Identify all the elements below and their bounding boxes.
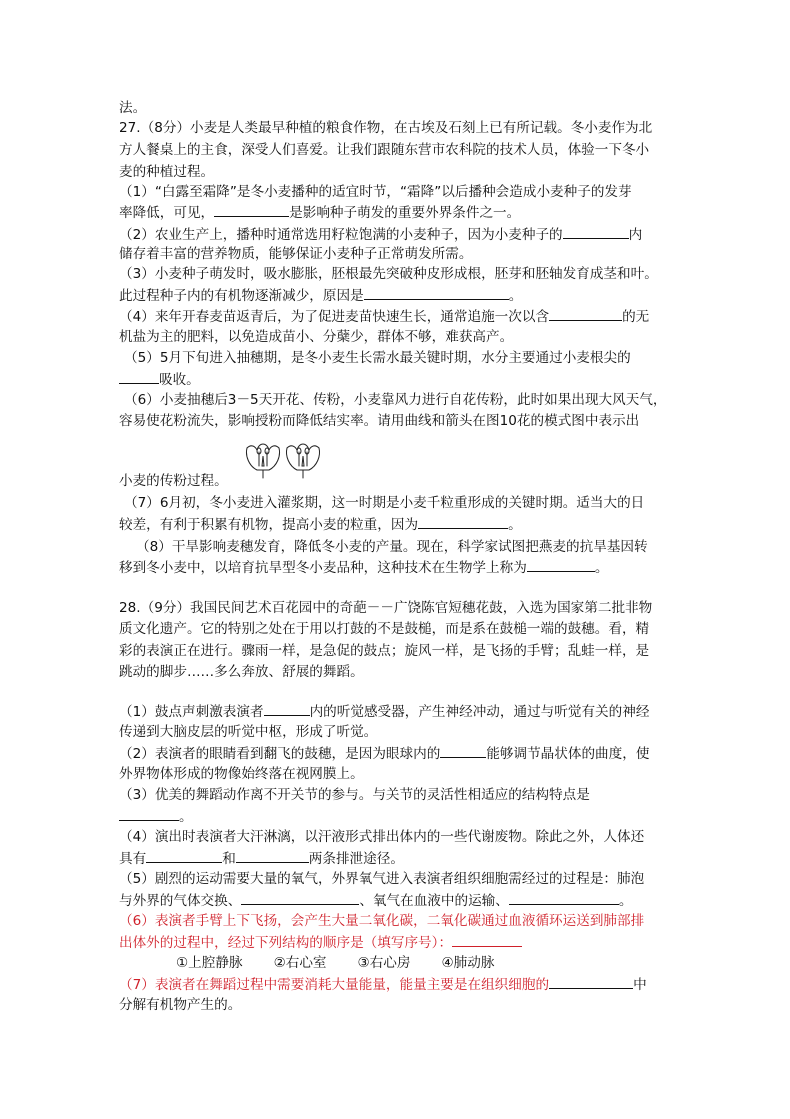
q27-part2-line: 储存着丰富的营养物质，能够保证小麦种子正常萌发所需。 xyxy=(119,246,473,262)
q27-part8-line: （8）干旱影响麦穗发育，降低冬小麦的产量。现在，科学家试图把燕麦的抗旱基因转 xyxy=(136,539,648,555)
q28-part3-line xyxy=(119,806,193,827)
answer-blank[interactable] xyxy=(264,701,310,716)
q28-part1-line xyxy=(119,701,649,722)
text-segment: 率降低，可见， xyxy=(119,205,215,221)
answer-blank[interactable] xyxy=(440,743,486,758)
answer-blank[interactable] xyxy=(509,890,619,905)
q27-part3-line xyxy=(119,285,522,306)
q28-part1-line: 传递到大脑皮层的听觉中枢，形成了听觉。 xyxy=(119,724,378,740)
q28-part2-line: 外界物体形成的物像始终落在视网膜上。 xyxy=(119,766,364,782)
question-27-line: 27.（8分）小麦是人类最早种植的粮食作物，在古埃及石刻上已有所记载。冬小麦作为北 xyxy=(119,120,653,136)
answer-blank[interactable] xyxy=(563,224,629,239)
q28-part7-line: 分解有机物产生的。 xyxy=(119,997,242,1013)
text-segment: 是影响种子萌发的重要外界条件之一。 xyxy=(289,205,521,221)
answer-blank[interactable] xyxy=(119,369,159,384)
flower-pattern-figure xyxy=(243,436,325,480)
text-segment: （2）农业生产上，播种时通常选用籽粒饱满的小麦种子，因为小麦种子的 xyxy=(119,227,563,243)
text-segment: 。 xyxy=(179,809,193,825)
q27-part7-line xyxy=(119,514,522,535)
question-28-line: 跳动的脚步……多么奔放、舒展的舞蹈。 xyxy=(119,664,364,680)
q27-part6-line: 小麦的传粉过程。 xyxy=(119,473,228,489)
q27-part4-line: 机盐为主的肥料，以免造成苗小、分蘖少，群体不够，难获高产。 xyxy=(119,329,514,345)
question-28-line: 彩的表演正在进行。骤雨一样，是急促的鼓点；旋风一样，是飞扬的手臂；乱蛙一样，是 xyxy=(119,643,650,659)
answer-blank[interactable] xyxy=(549,974,633,989)
text-segment: 内 xyxy=(628,227,643,243)
text-segment: （2）表演者的眼睛看到翻飞的鼓穗，是因为眼球内的 xyxy=(119,746,441,762)
text-line: 法。 xyxy=(119,100,147,116)
q27-part1-line: （1）“白露至霜降”是冬小麦播种的适宜时节，“霜降”以后播种会造成小麦种子的发芽 xyxy=(119,184,632,200)
text-segment: 具有 xyxy=(119,851,147,867)
answer-blank[interactable] xyxy=(236,848,309,863)
q27-part3-line: （3）小麦种子萌发时，吸水膨胀，胚根最先突破种皮形成根，胚芽和胚轴发育成茎和叶。 xyxy=(119,266,658,282)
answer-blank[interactable] xyxy=(241,890,359,905)
q28-part6-line xyxy=(119,932,522,953)
q27-part8-line xyxy=(119,557,608,578)
q28-part4-line xyxy=(119,848,404,869)
question-27-line: 麦的种植过程。 xyxy=(119,164,215,180)
q27-part5-line: （5）5月下旬进入抽穗期，是冬小麦生长需水最关键时期，水分主要通过小麦根尖的 xyxy=(124,350,631,366)
text-segment: 移到冬小麦中，以培育抗旱型冬小麦品种，这种技术在生物学上称为 xyxy=(119,560,527,576)
q27-part2-line xyxy=(119,224,642,245)
q28-option-list xyxy=(176,953,494,973)
q28-part4-line: （4）演出时表演者大汗淋漓，以汗液形式排出体内的一些代谢废物。除此之外，人体还 xyxy=(119,829,645,845)
q27-part7-line: （7）6月初，冬小麦进入灌浆期，这一时期是小麦千粒重形成的关键时期。适当大的日 xyxy=(124,495,645,511)
option-item: ③右心房 xyxy=(357,955,411,971)
answer-blank[interactable] xyxy=(119,806,179,821)
option-item: ①上腔静脉 xyxy=(176,955,243,971)
question-27-line: 方人餐桌上的主食，深受人们喜爱。让我们跟随东营市农科院的技术人员，体验一下冬小 xyxy=(119,142,650,158)
answer-blank[interactable] xyxy=(527,557,595,572)
text-segment: （1）鼓点声刺激表演者 xyxy=(119,704,264,720)
q28-part2-line xyxy=(119,743,649,764)
text-segment: 此过程种子内的有机物逐渐减少，原因是 xyxy=(119,288,364,304)
text-segment: 。 xyxy=(618,893,633,909)
text-segment: 与外界的气体交换、 xyxy=(119,893,242,909)
text-segment: 出体外的过程中，经过下列结构的顺序是（填写序号）： xyxy=(119,935,453,951)
question-28-line: 28.（9分）我国民间艺术百花园中的奇葩－－广饶陈官短穗花鼓，入选为国家第二批非物 xyxy=(119,600,653,616)
text-segment: 中 xyxy=(633,977,647,993)
answer-blank[interactable] xyxy=(364,285,509,300)
text-segment: 两条排泄途径。 xyxy=(308,851,404,867)
text-segment: 吸收。 xyxy=(159,372,200,388)
question-28-line: 质文化遗产。它的特别之处在于用以打鼓的不是鼓槌，而是系在鼓槌一端的鼓穗。看，精 xyxy=(119,621,650,637)
q27-part6-line: 容易使花粉流失，影响授粉而降低结实率。请用曲线和箭头在图10花的模式图中表示出 xyxy=(119,413,640,429)
text-segment: 较差，有利于积累有机物，提高小麦的粒重，因为 xyxy=(119,517,419,533)
answer-blank[interactable] xyxy=(146,848,222,863)
q27-part6-line: （6）小麦抽穗后3－5天开花、传粉，小麦靠风力进行自花传粉，此时如果出现大风天气， xyxy=(124,392,667,408)
text-segment: （7）表演者在舞蹈过程中需要消耗大量能量，能量主要是在组织细胞的 xyxy=(119,977,550,993)
text-segment: （4）来年开春麦苗返青后，为了促进麦苗快速生长，通常追施一次以含 xyxy=(119,309,550,325)
text-segment: 。 xyxy=(508,517,522,533)
q28-part6-line: （6）表演者手臂上下飞扬，会产生大量二氧化碳，二氧化碳通过血液循环运送到肺部排 xyxy=(119,913,645,929)
option-item: ④肺动脉 xyxy=(441,955,495,971)
option-item: ②右心室 xyxy=(273,955,327,971)
answer-blank[interactable] xyxy=(452,932,522,947)
text-segment: 。 xyxy=(594,560,609,576)
q27-part4-line xyxy=(119,306,649,327)
text-segment: 能够调节晶状体的曲度，使 xyxy=(486,746,650,762)
text-segment: 的无 xyxy=(622,309,650,325)
q27-part5-line xyxy=(119,369,200,390)
answer-blank[interactable] xyxy=(549,306,622,321)
text-segment: 。 xyxy=(508,288,523,304)
answer-blank[interactable] xyxy=(214,202,289,217)
text-segment: 、氧气在血液中的运输、 xyxy=(359,893,509,909)
q28-part3-line: （3）优美的舞蹈动作离不开关节的参与。与关节的灵活性相适应的结构特点是 xyxy=(119,787,590,803)
q28-part5-line xyxy=(119,890,632,911)
text-segment: 内的听觉感受器，产生神经冲动，通过与听觉有关的神经 xyxy=(309,704,650,720)
q28-part7-line xyxy=(119,974,647,995)
text-segment: 和 xyxy=(222,851,236,867)
q28-part5-line: （5）剧烈的运动需要大量的氧气，外界氧气进入表演者组织细胞需经过的过程是：肺泡 xyxy=(119,871,645,887)
q27-part1-line xyxy=(119,202,520,223)
answer-blank[interactable] xyxy=(418,514,508,529)
